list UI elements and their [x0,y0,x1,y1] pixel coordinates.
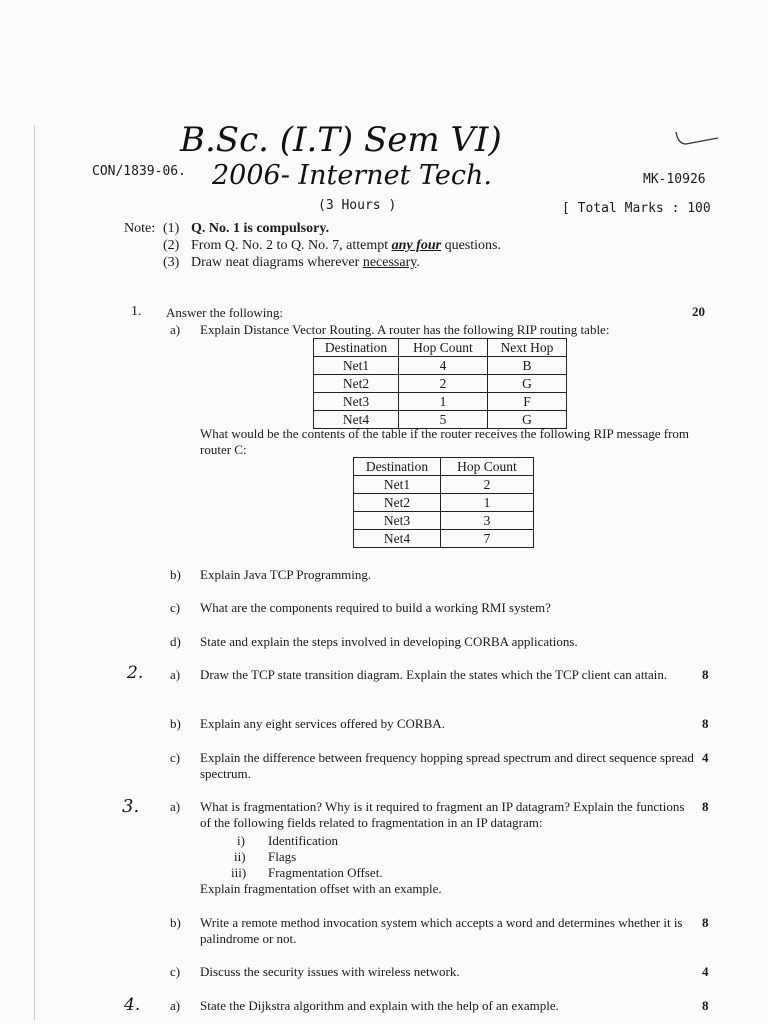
table-cell: 2 [399,375,488,393]
q3a-sub-2-text: Flags [268,849,297,864]
table-cell: 1 [441,494,534,512]
table-cell: Net1 [354,476,441,494]
q4a-marks: 8 [702,998,709,1013]
table-cell: 7 [441,530,534,548]
q1a-text: Explain Distance Vector Routing. A router has the following RIP routing table: [200,322,610,337]
q2c-marks: 4 [702,750,709,765]
note-label: Note: [124,221,156,236]
table-row [314,375,567,393]
table-cell: 2 [441,476,534,494]
table-header-cell: Destination [314,339,399,357]
paper-code-right: MK-10926 [643,172,706,187]
q3a-sub-2-number: ii) [234,849,246,864]
q3c-text: Discuss the security issues with wireless network. [200,964,460,979]
table-header-row [314,339,567,357]
q3a-text: What is fragmentation? Why is it required to fragment an IP datagram? Explain the functions of the following fields related to fragmentation in an IP datagram: [200,799,685,830]
q4a-text: State the Dijkstra algorithm and explain with the help of an example. [200,998,559,1013]
q1c-text: What are the components required to build a working RMI system? [200,600,551,615]
scan-edge-line [34,125,35,1020]
q1-marks: 20 [692,304,705,319]
q1a-label: a) [170,322,181,337]
q2a-marks: 8 [702,667,709,682]
q1a-followup-text: What would be the contents of the table if the router receives the following RIP message from router C: [200,426,690,457]
total-marks: [ Total Marks : 100 [562,201,711,216]
q3a-followup-text: Explain fragmentation offset with an example. [200,881,442,896]
q1b-text: Explain Java TCP Programming. [200,567,372,582]
table-header-cell: Hop Count [399,339,488,357]
q1c-label: c) [170,600,181,615]
q2b-marks: 8 [702,716,709,731]
table-cell: 5 [399,411,488,429]
q2-number: 2. [127,663,144,683]
q3a-sub-1-number: i) [237,833,245,848]
pen-mark [672,128,722,150]
table-cell: 3 [441,512,534,530]
q1d-text: State and explain the steps involved in developing CORBA applications. [200,634,578,649]
handwritten-subject: 2006- Internet Tech. [212,160,492,191]
note-2-text: From Q. No. 2 to Q. No. 7, attempt any four questions. [191,238,501,253]
q3a-sub-3-number: iii) [231,865,247,880]
table-cell: Net3 [354,512,441,530]
handwritten-course-title: B.Sc. (I.T) Sem VI) [180,120,502,160]
exam-duration: (3 Hours ) [318,198,397,213]
q3a-sub-3-text: Fragmentation Offset. [268,865,383,880]
q3c-marks: 4 [702,964,709,979]
table-cell: Net1 [314,357,399,375]
q1b-label: b) [170,567,181,582]
table-cell: Net4 [314,411,399,429]
q3a-marks: 8 [702,799,709,814]
table-cell: B [488,357,567,375]
q2c-label: c) [170,750,181,765]
table-cell: 1 [399,393,488,411]
q3c-label: c) [170,964,181,979]
q3b-label: b) [170,915,181,930]
q1-title: Answer the following: [166,305,283,320]
table-cell: F [488,393,567,411]
q1d-label: d) [170,634,181,649]
q4-number: 4. [124,995,141,1015]
note-3-number: (3) [163,255,180,270]
q2c-text: Explain the difference between frequency hopping spread spectrum and direct sequence spread spectrum. [200,750,694,781]
q1-number: 1. [131,304,142,319]
q2a-label: a) [170,667,181,682]
routing-table-2 [353,457,534,548]
q2a-text: Draw the TCP state transition diagram. Explain the states which the TCP client can attain. [200,667,668,682]
table-cell: G [488,375,567,393]
table-cell: Net4 [354,530,441,548]
table-cell: 4 [399,357,488,375]
table-header-cell: Next Hop [488,339,567,357]
q2b-label: b) [170,716,181,731]
table-cell: Net3 [314,393,399,411]
table-header-cell: Destination [354,458,441,476]
q4a-label: a) [170,998,181,1013]
note-1-text: Q. No. 1 is compulsory. [191,221,330,236]
table-header-row [354,458,534,476]
table-cell: G [488,411,567,429]
table-row [354,494,534,512]
table-cell: Net2 [314,375,399,393]
q3a-sub-1-text: Identification [268,833,339,848]
table-row [314,357,567,375]
q3b-text: Write a remote method invocation system which accepts a word and determines whether it is palindrome or not. [200,915,683,946]
table-row [354,530,534,548]
table-row [314,393,567,411]
q3b-marks: 8 [702,915,709,930]
paper-code-left: CON/1839-06. [92,164,186,179]
table-row [354,512,534,530]
table-cell: Net2 [354,494,441,512]
note-3-text: Draw neat diagrams wherever necessary. [191,255,420,270]
routing-table-1 [313,338,567,429]
q3-number: 3. [122,796,140,817]
note-2-number: (2) [163,238,180,253]
q3a-label: a) [170,799,181,814]
table-row [354,476,534,494]
note-1-number: (1) [163,221,180,236]
q2b-text: Explain any eight services offered by CORBA. [200,716,445,731]
table-header-cell: Hop Count [441,458,534,476]
